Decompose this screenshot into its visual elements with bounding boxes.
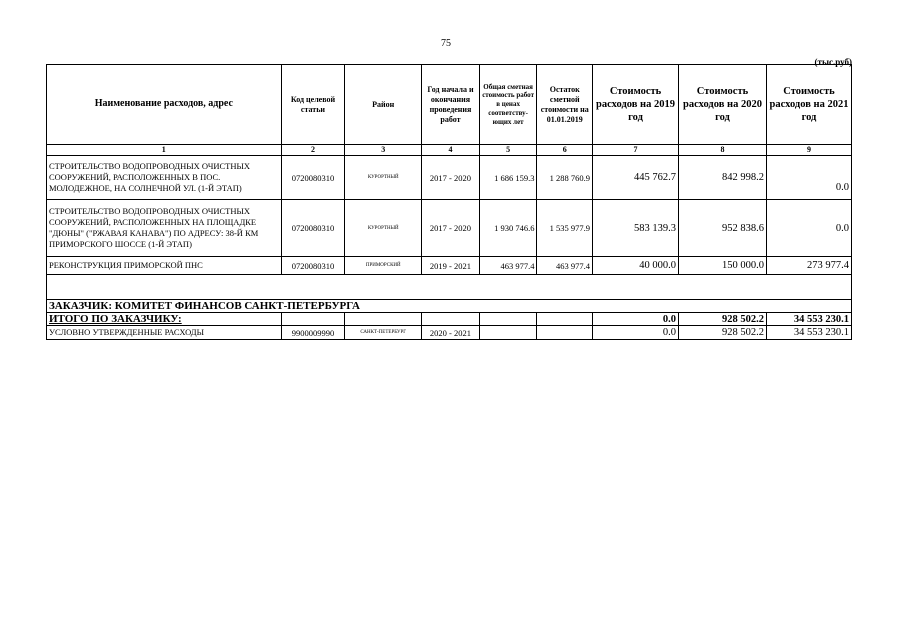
header-name: Наименование расходов, адрес bbox=[47, 65, 282, 145]
row-cost-2020: 952 838.6 bbox=[679, 200, 767, 257]
row-cost-2019: 583 139.3 bbox=[593, 200, 679, 257]
row-total-cost: 463 977.4 bbox=[479, 257, 537, 275]
row-cost-2021: 0.0 bbox=[766, 156, 851, 200]
empty-cell bbox=[479, 326, 537, 340]
row-cost-2021: 273 977.4 bbox=[766, 257, 851, 275]
page-number: 75 bbox=[441, 38, 451, 49]
row-total-cost: 1 930 746.6 bbox=[479, 200, 537, 257]
row-cost-2021: 0.0 bbox=[766, 200, 851, 257]
empty-cell bbox=[537, 313, 593, 326]
column-number: 9 bbox=[766, 145, 851, 156]
header-total-cost: Общая сметная стоимость работ в ценах соответству-ющих лет bbox=[479, 65, 537, 145]
header-row bbox=[47, 65, 852, 145]
row-name: РЕКОНСТРУКЦИЯ ПРИМОРСКОЙ ПНС bbox=[47, 257, 282, 275]
empty-cell bbox=[345, 313, 422, 326]
column-number: 1 bbox=[47, 145, 282, 156]
row-cost-2019: 445 762.7 bbox=[593, 156, 679, 200]
row-cost-2019: 0.0 bbox=[593, 326, 679, 340]
row-district: КУРОРТНЫЙ bbox=[345, 156, 422, 200]
row-period: 2019 - 2021 bbox=[422, 257, 480, 275]
row-code: 0720080310 bbox=[281, 156, 345, 200]
column-number: 2 bbox=[281, 145, 345, 156]
empty-cell bbox=[422, 313, 480, 326]
row-code: 0720080310 bbox=[281, 200, 345, 257]
empty-cell bbox=[479, 313, 537, 326]
header-cost-2021: Стоимость расходов на 2021 год bbox=[766, 65, 851, 145]
row-district: ПРИМОРСКИЙ bbox=[345, 257, 422, 275]
row-name: СТРОИТЕЛЬСТВО ВОДОПРОВОДНЫХ ОЧИСТНЫХ СООРУЖЕНИЙ, РАСПОЛОЖЕННЫХ В ПОС. МОЛОДЕЖНОЕ, НА СОЛНЕЧНОЙ УЛ. (1-Й ЭТАП) bbox=[47, 156, 282, 200]
column-number: 8 bbox=[679, 145, 767, 156]
row-remaining: 463 977.4 bbox=[537, 257, 593, 275]
row-cost-2020: 928 502.2 bbox=[679, 326, 767, 340]
row-period: 2017 - 2020 bbox=[422, 200, 480, 257]
row-period: 2017 - 2020 bbox=[422, 156, 480, 200]
row-total-cost: 1 686 159.3 bbox=[479, 156, 537, 200]
units-label: (тыс.руб) bbox=[814, 57, 852, 67]
column-number: 5 bbox=[479, 145, 537, 156]
row-cost-2019: 40 000.0 bbox=[593, 257, 679, 275]
empty-cell bbox=[281, 313, 345, 326]
spacer-row bbox=[47, 275, 852, 300]
header-period: Год начала и окончания проведения работ bbox=[422, 65, 480, 145]
table-row bbox=[47, 156, 852, 200]
header-cost-2020: Стоимость расходов на 2020 год bbox=[679, 65, 767, 145]
spacer-cell bbox=[47, 275, 852, 300]
column-number: 7 bbox=[593, 145, 679, 156]
row-code: 0720080310 bbox=[281, 257, 345, 275]
budget-table bbox=[46, 64, 852, 340]
header-cost-2019: Стоимость расходов на 2019 год bbox=[593, 65, 679, 145]
customer-heading: ЗАКАЗЧИК: КОМИТЕТ ФИНАНСОВ САНКТ-ПЕТЕРБУРГА bbox=[47, 300, 852, 313]
column-number: 3 bbox=[345, 145, 422, 156]
header-district: Район bbox=[345, 65, 422, 145]
row-remaining: 1 535 977.9 bbox=[537, 200, 593, 257]
row-period: 2020 - 2021 bbox=[422, 326, 480, 340]
row-district: САНКТ-ПЕТЕРБУРГ bbox=[345, 326, 422, 340]
row-name: УСЛОВНО УТВЕРЖДЕННЫЕ РАСХОДЫ bbox=[47, 326, 282, 340]
row-remaining: 1 288 760.9 bbox=[537, 156, 593, 200]
customer-total-label: ИТОГО ПО ЗАКАЗЧИКУ: bbox=[47, 313, 282, 326]
empty-cell bbox=[537, 326, 593, 340]
header-remaining: Остаток сметной стоимости на 01.01.2019 bbox=[537, 65, 593, 145]
header-code: Код целевой статьи bbox=[281, 65, 345, 145]
column-number: 6 bbox=[537, 145, 593, 156]
table-row bbox=[47, 257, 852, 275]
customer-total-row bbox=[47, 313, 852, 326]
table-row bbox=[47, 326, 852, 340]
total-cost-2019: 0.0 bbox=[593, 313, 679, 326]
row-code: 9900009990 bbox=[281, 326, 345, 340]
total-cost-2021: 34 553 230.1 bbox=[766, 313, 851, 326]
row-district: КУРОРТНЫЙ bbox=[345, 200, 422, 257]
column-number: 4 bbox=[422, 145, 480, 156]
row-name: СТРОИТЕЛЬСТВО ВОДОПРОВОДНЫХ ОЧИСТНЫХ СООРУЖЕНИЙ, РАСПОЛОЖЕННЫХ НА ПЛОЩАДКЕ "ДЮНЫ" ("РЖАВАЯ КАНАВА") ПО АДРЕСУ: 38-Й КМ ПРИМОРСКОГО ШОССЕ (1-Й ЭТАП) bbox=[47, 200, 282, 257]
row-cost-2020: 150 000.0 bbox=[679, 257, 767, 275]
table-row bbox=[47, 200, 852, 257]
row-cost-2020: 842 998.2 bbox=[679, 156, 767, 200]
row-cost-2021: 34 553 230.1 bbox=[766, 326, 851, 340]
total-cost-2020: 928 502.2 bbox=[679, 313, 767, 326]
column-number-row bbox=[47, 145, 852, 156]
customer-row bbox=[47, 300, 852, 313]
